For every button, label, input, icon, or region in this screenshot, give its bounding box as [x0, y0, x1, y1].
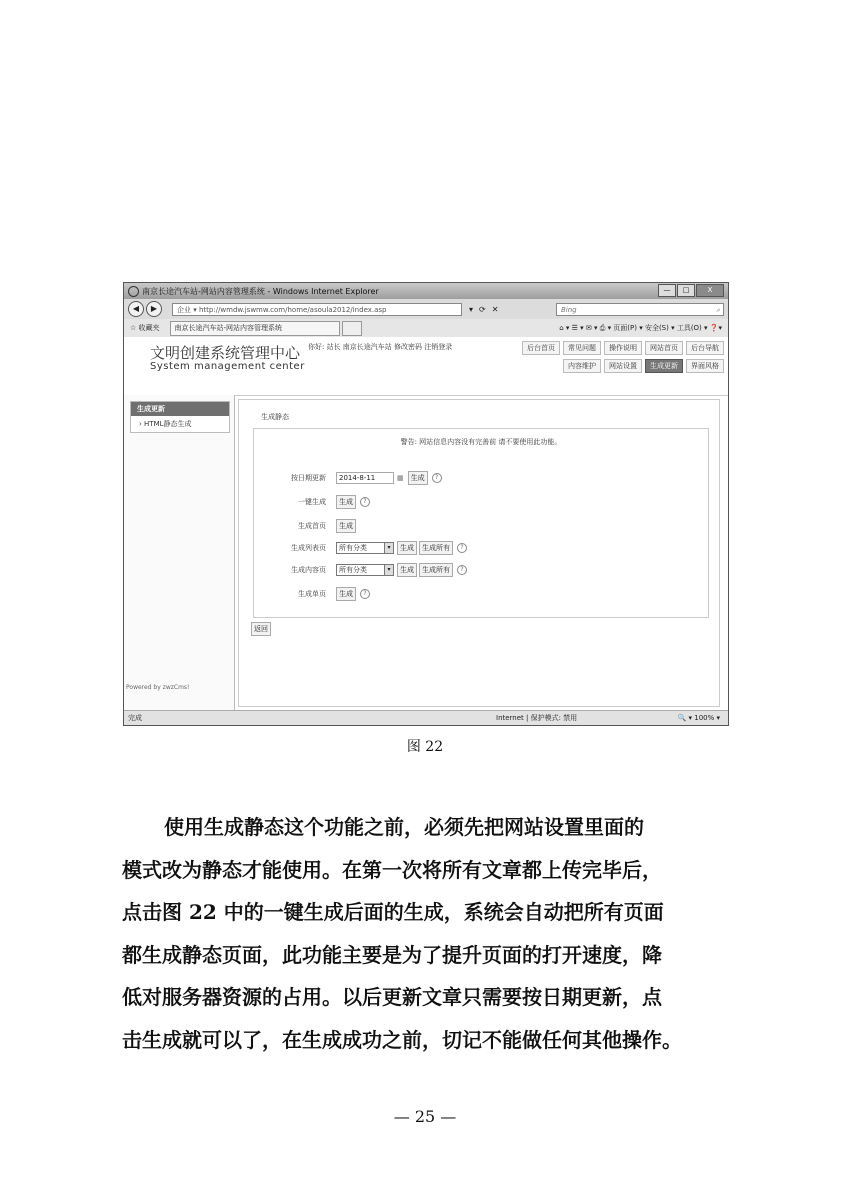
list-category-select[interactable]	[336, 542, 394, 554]
tab-settings[interactable]: 网站设置	[604, 359, 642, 373]
new-tab-button[interactable]	[342, 321, 362, 336]
logo-en: System management center	[150, 361, 305, 372]
minimize-button[interactable]: —	[658, 284, 676, 297]
row-content	[254, 563, 467, 577]
body-line: 点击图 22 中的一键生成后面的生成，系统会自动把所有页面	[122, 900, 664, 925]
body-line: 击生成就可以了，在生成成功之前，切记不能做任何其他操作。	[122, 1027, 682, 1052]
main-title: 生成静态	[261, 413, 289, 421]
help-icon[interactable]: ?	[457, 543, 467, 553]
label-home: 生成首页	[298, 522, 326, 530]
figure-caption: 图 22	[406, 739, 444, 755]
date-input[interactable]: 2014-8-11	[336, 472, 394, 484]
row-list	[254, 541, 467, 555]
generate-content-button[interactable]: 生成	[397, 563, 417, 577]
body-paragraph	[122, 806, 742, 1062]
refresh-icon[interactable]: ⟳	[479, 304, 486, 314]
main-content	[238, 399, 720, 707]
url-dropdown-icon[interactable]: ▾	[469, 304, 474, 314]
warning-text: 警告: 网站信息内容没有完善前 请不要使用此功能。	[400, 438, 562, 446]
cms-header	[124, 337, 728, 396]
status-zone: Internet | 保护模式: 禁用	[496, 714, 578, 722]
row-home	[254, 519, 358, 533]
stop-icon[interactable]: ✕	[491, 304, 499, 314]
command-bar[interactable]: ⌂ ▾ ☰ ▾ ✉ ▾ ⎙ ▾ 页面(P) ▾ 安全(S) ▾ 工具(O) ▾ ❓▾	[559, 324, 722, 332]
body-line: 低对服务器资源的占用。以后更新文章只需要按日期更新，点	[122, 985, 662, 1010]
favorites-button[interactable]: ☆ 收藏夹	[130, 324, 160, 332]
label-by-date: 按日期更新	[291, 474, 326, 482]
help-icon[interactable]: ?	[457, 565, 467, 575]
sidebar-item-label: HTML静态生成	[144, 420, 192, 428]
ie-logo-icon	[128, 286, 139, 297]
tab-content[interactable]: 内容维护	[563, 359, 601, 373]
nav-site-home[interactable]: 网站首页	[645, 341, 683, 355]
row-one-key	[254, 495, 370, 509]
generate-single-button[interactable]: 生成	[336, 587, 356, 601]
row-by-date	[254, 471, 442, 485]
generate-all-list-button[interactable]: 生成所有	[419, 541, 453, 555]
url-text: http://wmdw.jswmw.com/home/asoula2012/index.asp	[198, 305, 387, 314]
zoom-control[interactable]: 🔍 ▾ 100% ▾	[677, 714, 720, 722]
help-icon[interactable]: ?	[360, 497, 370, 507]
tab-style[interactable]: 界面风格	[686, 359, 724, 373]
help-icon[interactable]: ?	[432, 473, 442, 483]
sidebar-title: 生成更新	[131, 402, 229, 416]
forward-button[interactable]: ▶	[146, 301, 162, 317]
label-single: 生成单页	[298, 590, 326, 598]
tab-generate[interactable]: 生成更新	[645, 359, 683, 373]
close-button[interactable]: X	[696, 284, 724, 297]
nav-admin-nav[interactable]: 后台导航	[686, 341, 724, 355]
maximize-button[interactable]: □	[677, 284, 695, 297]
sidebar-item-html[interactable]: › HTML静态生成	[131, 416, 229, 432]
url-prefix: 企业 ▾	[177, 305, 197, 314]
body-line: 都生成静态页面，此功能主要是为了提升页面的打开速度，降	[122, 942, 662, 967]
favorites-bar	[124, 319, 728, 338]
label-list: 生成列表页	[291, 544, 326, 552]
user-info: 你好: 站长 南京长途汽车站 修改密码 注销登录	[308, 343, 453, 351]
generate-all-content-button[interactable]: 生成所有	[419, 563, 453, 577]
address-bar	[124, 299, 728, 319]
window-titlebar	[124, 283, 728, 299]
generate-home-button[interactable]: 生成	[336, 519, 356, 533]
status-bar	[124, 710, 728, 725]
sub-nav	[560, 359, 724, 373]
body-line: 使用生成静态这个功能之前，必须先把网站设置里面的	[164, 815, 644, 839]
window-title: 南京长途汽车站-网站内容管理系统 - Windows Internet Explorer	[142, 286, 379, 296]
content-category-select[interactable]	[336, 564, 394, 576]
back-button[interactable]: ◀	[128, 301, 144, 317]
cms-page	[124, 337, 728, 711]
generate-one-key-button[interactable]: 生成	[336, 495, 356, 509]
generate-list-button[interactable]: 生成	[397, 541, 417, 555]
page-number: — 25 —	[393, 1107, 457, 1126]
top-nav	[519, 341, 724, 355]
search-engine: Bing	[561, 305, 577, 314]
chevron-down-icon: ▾	[384, 565, 393, 575]
url-input[interactable]	[172, 303, 462, 316]
calendar-icon[interactable]: ▦	[397, 474, 404, 482]
logo-cn: 文明创建系统管理中心	[150, 344, 301, 362]
nav-admin-home[interactable]: 后台首页	[522, 341, 560, 355]
status-text: 完成	[128, 714, 142, 722]
nav-faq[interactable]: 常见问题	[563, 341, 601, 355]
back-button[interactable]: 返回	[251, 622, 271, 636]
nav-instructions[interactable]: 操作说明	[604, 341, 642, 355]
body-line: 模式改为静态才能使用。在第一次将所有文章都上传完毕后，	[122, 857, 662, 882]
sidebar	[124, 395, 235, 711]
row-single	[254, 587, 370, 601]
label-one-key: 一键生成	[298, 498, 326, 506]
generate-panel	[253, 428, 709, 618]
select-value: 所有分类	[339, 566, 367, 574]
generate-by-date-button[interactable]: 生成	[408, 471, 428, 485]
powered-by: Powered by zwzCms!	[126, 684, 190, 691]
search-icon[interactable]: ⌕	[716, 305, 720, 314]
browser-tab[interactable]: 南京长途汽车站-网站内容管理系统	[170, 321, 340, 336]
browser-screenshot	[123, 282, 729, 726]
search-input[interactable]	[556, 303, 724, 316]
chevron-down-icon: ▾	[384, 543, 393, 553]
help-icon[interactable]: ?	[360, 589, 370, 599]
select-value: 所有分类	[339, 544, 367, 552]
label-content: 生成内容页	[291, 566, 326, 574]
